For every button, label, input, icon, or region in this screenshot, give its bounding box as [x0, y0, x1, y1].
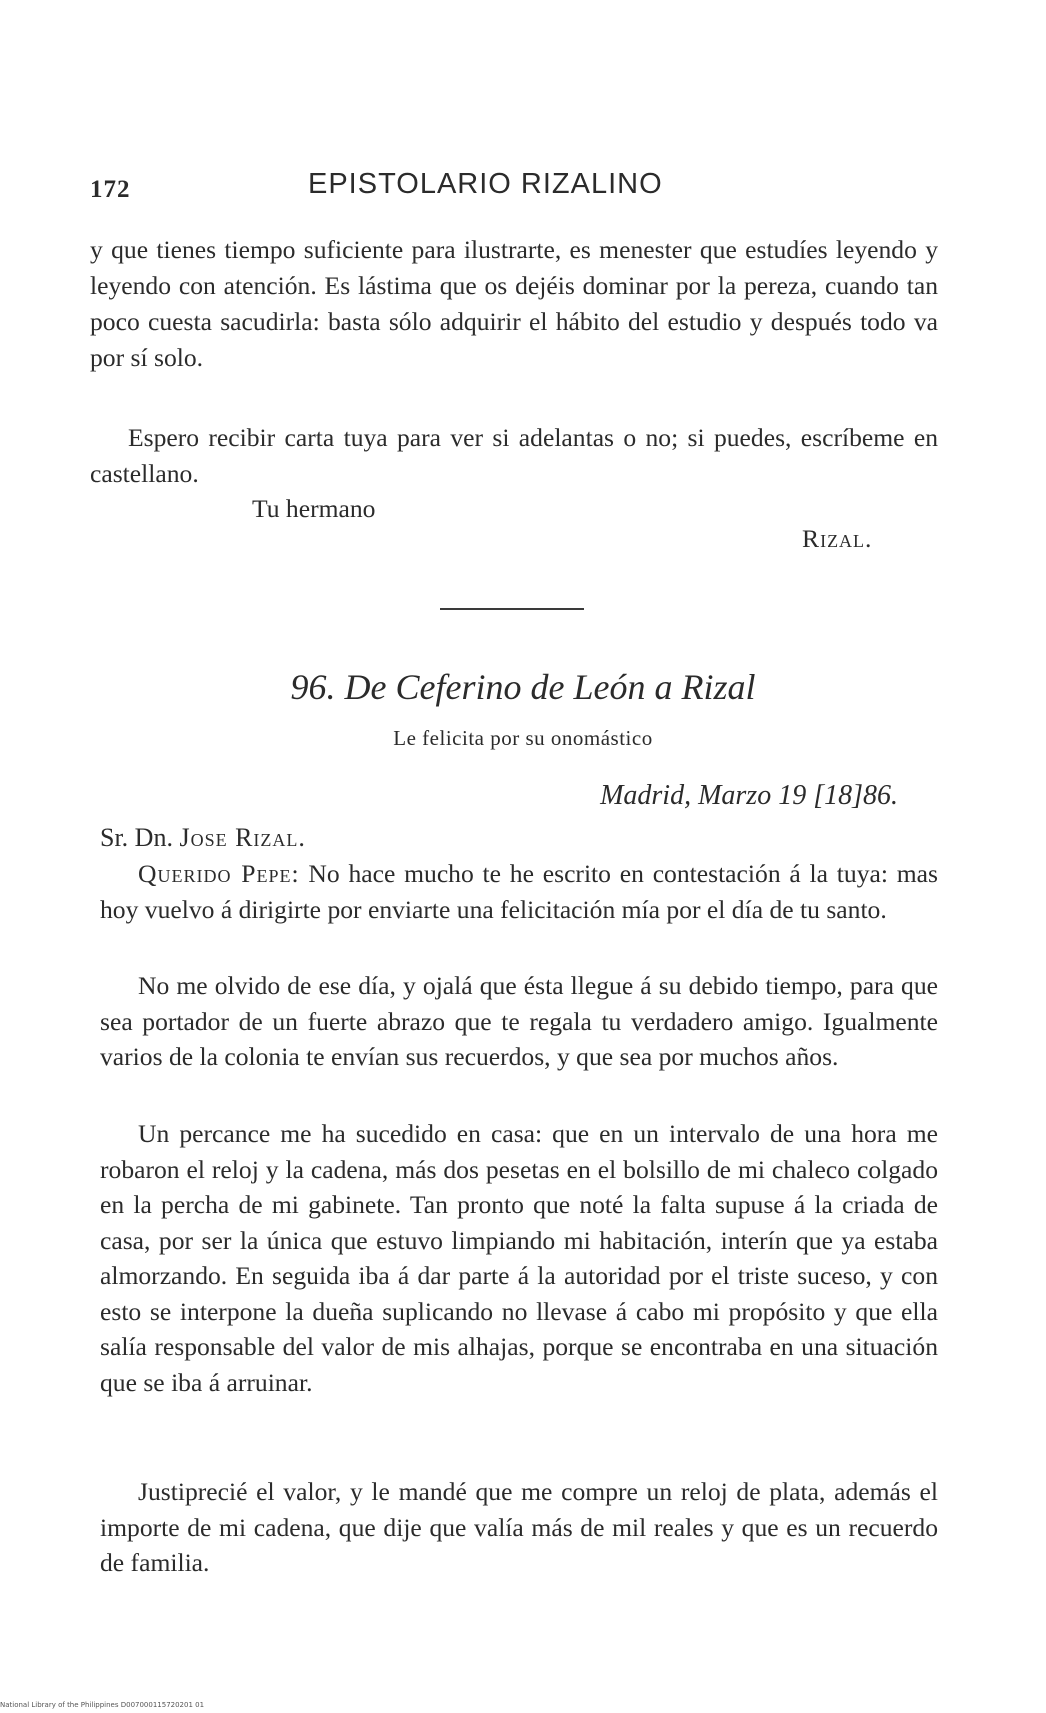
- page-header: [90, 168, 950, 208]
- addressee-name: Jose Rizal.: [179, 823, 306, 852]
- letter-paragraph-1: [100, 856, 938, 927]
- section-divider: [440, 608, 584, 610]
- page-number: 172: [90, 176, 131, 203]
- place-date: Madrid, Marzo 19 [18]86.: [600, 780, 898, 811]
- scan-credit: National Library of the Philippines D007000115720201 01: [0, 1701, 205, 1709]
- letter-paragraph-1-text: No hace mucho te he escrito en contestación á la tuya: mas hoy vuelvo á dirigirte por enviarte una felicitación mía por el día de tu santo.: [100, 859, 938, 924]
- letter-paragraph-4: Justiprecié el valor, y le mandé que me compre un reloj de plata, además el importe de mi cadena, que dije que valía más de mil reales y que es un recuerdo de familia.: [100, 1477, 938, 1577]
- previous-letter-paragraph-1: y que tienes tiempo suficiente para ilustrarte, es menester que estudíes leyendo y leyendo con atención. Es lástima que os dejéis dominar por la pereza, cuando tan poco cuesta sacudirla: basta sólo adquirir el hábito del estudio y después todo va por sí solo.: [90, 235, 938, 372]
- salutation: Querido Pepe:: [138, 859, 300, 888]
- previous-letter-paragraph-2: Espero recibir carta tuya para ver si adelantas o no; si puedes, escríbeme en castellano.: [90, 423, 938, 488]
- addressee: [100, 823, 306, 853]
- addressee-prefix: Sr. Dn.: [100, 823, 180, 852]
- letter-title: 96. De Ceferino de León a Rizal: [290, 667, 756, 707]
- letter-paragraph-2: No me olvido de ese día, y ojalá que ésta llegue á su debido tiempo, para que sea portador de un fuerte abrazo que te regala tu verdadero amigo. Igualmente varios de la colonia te envían sus recuerdos, y que sea por muchos años.: [100, 971, 938, 1071]
- signature: Rizal.: [802, 524, 873, 553]
- running-title: EPISTOLARIO RIZALINO: [308, 168, 663, 200]
- letter-closing: Tu hermano: [252, 494, 376, 523]
- letter-paragraph-3: Un percance me ha sucedido en casa: que en un intervalo de una hora me robaron el reloj y la cadena, más dos pesetas en el bolsillo de mi chaleco colgado en la percha de mi gabinete. Tan pronto que noté la falta supuse á la criada de casa, por ser la única que estuvo limpiando mi habitación, interín que ya estaba almorzando. En seguida iba á dar parte á la autoridad por el triste suceso, y con esto se interpone la dueña suplicando no llevase á cabo mi propósito y que ella salía responsable del valor de mis alhajas, porque se encontraba en una situación que se iba á arruinar.: [100, 1119, 938, 1397]
- letter-subtitle: Le felicita por su onomástico: [393, 726, 653, 750]
